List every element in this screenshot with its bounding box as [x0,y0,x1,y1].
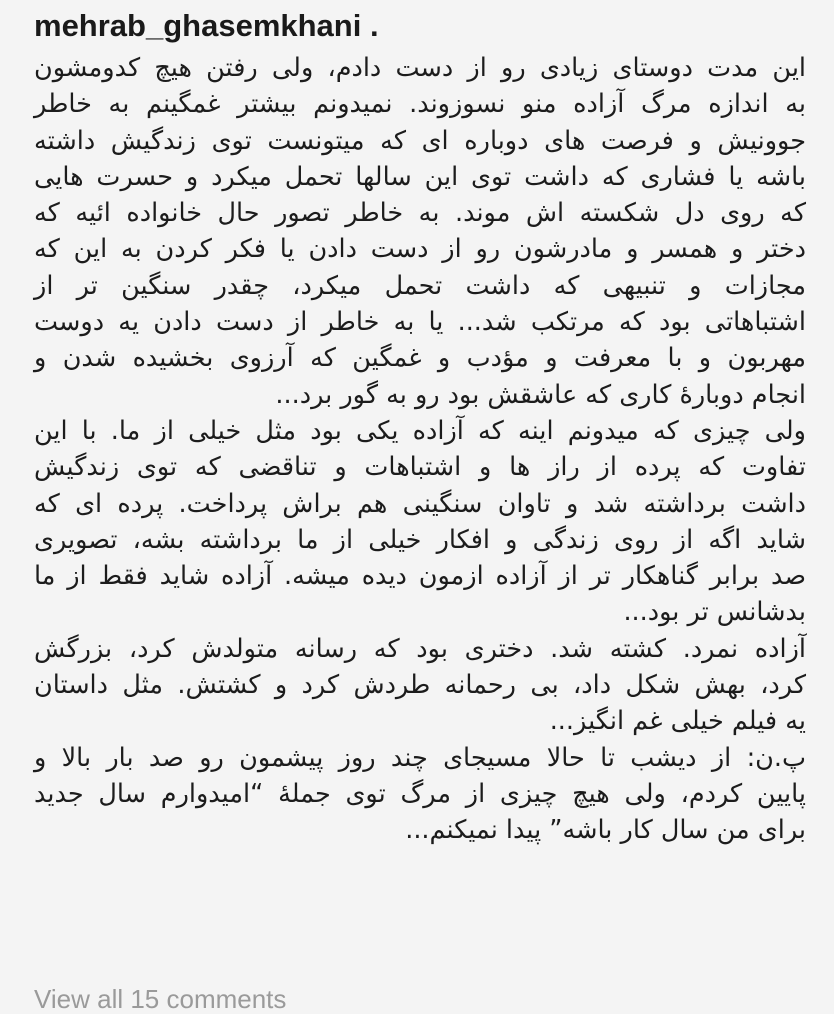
post-caption [34,50,806,849]
caption-line: اشتباهاتی بود که مرتکب شد... یا به خاطر از دست دادن یه دوست [34,307,806,338]
caption-line: این مدت دوستای زیادی رو از دست دادم، ولی رفتن هیچ کدومشون [34,53,806,83]
caption-line: مجازات و تنبیهی که داشت تحمل میکرد، چقدر سنگین تر از [34,270,806,301]
caption-line: برای من سال کار باشه” پیدا نمیکنم... [405,815,806,846]
caption-line: جوونیش و فرصت های دوباره ای که میتونست توی زندگیش داشته [34,125,806,156]
caption-line: باشه یا فشاری که داشت توی این سالها تحمل میکرد و حسرت هایی [34,161,806,192]
caption-line: بدشانس تر بود... [623,597,806,628]
caption-line: تفاوت که پرده از راز ها و اشتباهات و تناقضی که توی زندگیش [34,452,806,483]
caption-line: پ.ن: از دیشب تا حالا مسیجای چند روز پیشمون رو صد بار بالا و [34,742,806,773]
post-username[interactable]: mehrab_ghasemkhani . [34,8,379,43]
caption-line: صد برابر گناهکار تر از آزاده ازمون دیده میشه. آزاده شاید فقط از ما [34,561,806,592]
caption-line: ولی چیزی که میدونم اینه که آزاده یکی بود مثل خیلی از ما. با این [34,415,806,446]
caption-line: یه فیلم خیلی غم انگیز... [549,706,806,737]
caption-line: داشت برداشته شد و تاوان سنگینی هم براش پرداخت. پرده ای که [34,488,806,519]
caption-line: شاید اگه از روی زندگی و افکار خیلی از ما برداشته بشه، تصویری [34,524,806,555]
caption-line: مهربون و با معرفت و مؤدب و غمگین که آرزوی بخشیده شدن و [34,343,806,374]
caption-line: پایین کردم، ولی هیچ چیزی از مرگ توی جملهٔ “امیدوارم سال جدید [34,778,806,809]
caption-line: که روی دل شکسته اش موند. به خاطر تصور حال خانواده ائیه که [34,198,806,229]
caption-line: آزاده نمرد. کشته شد. دختری بود که رسانه متولدش کرد، بزرگش [34,633,806,664]
caption-line: دختر و همسر و مادرشون رو از دست دادن یا فکر کردن به این که [34,234,806,265]
caption-line: کرد، بهش شکل داد، بی رحمانه طردش کرد و کشتش. مثل داستان [34,670,806,701]
caption-line: انجام دوبارهٔ کاری که عاشقش بود رو به گور برد... [275,379,806,410]
view-comments-link[interactable]: View all 15 comments [34,984,287,1014]
caption-line: به اندازه مرگ آزاده منو نسوزوند. نمیدونم بیشتر غمگینم به خاطر [34,89,806,120]
